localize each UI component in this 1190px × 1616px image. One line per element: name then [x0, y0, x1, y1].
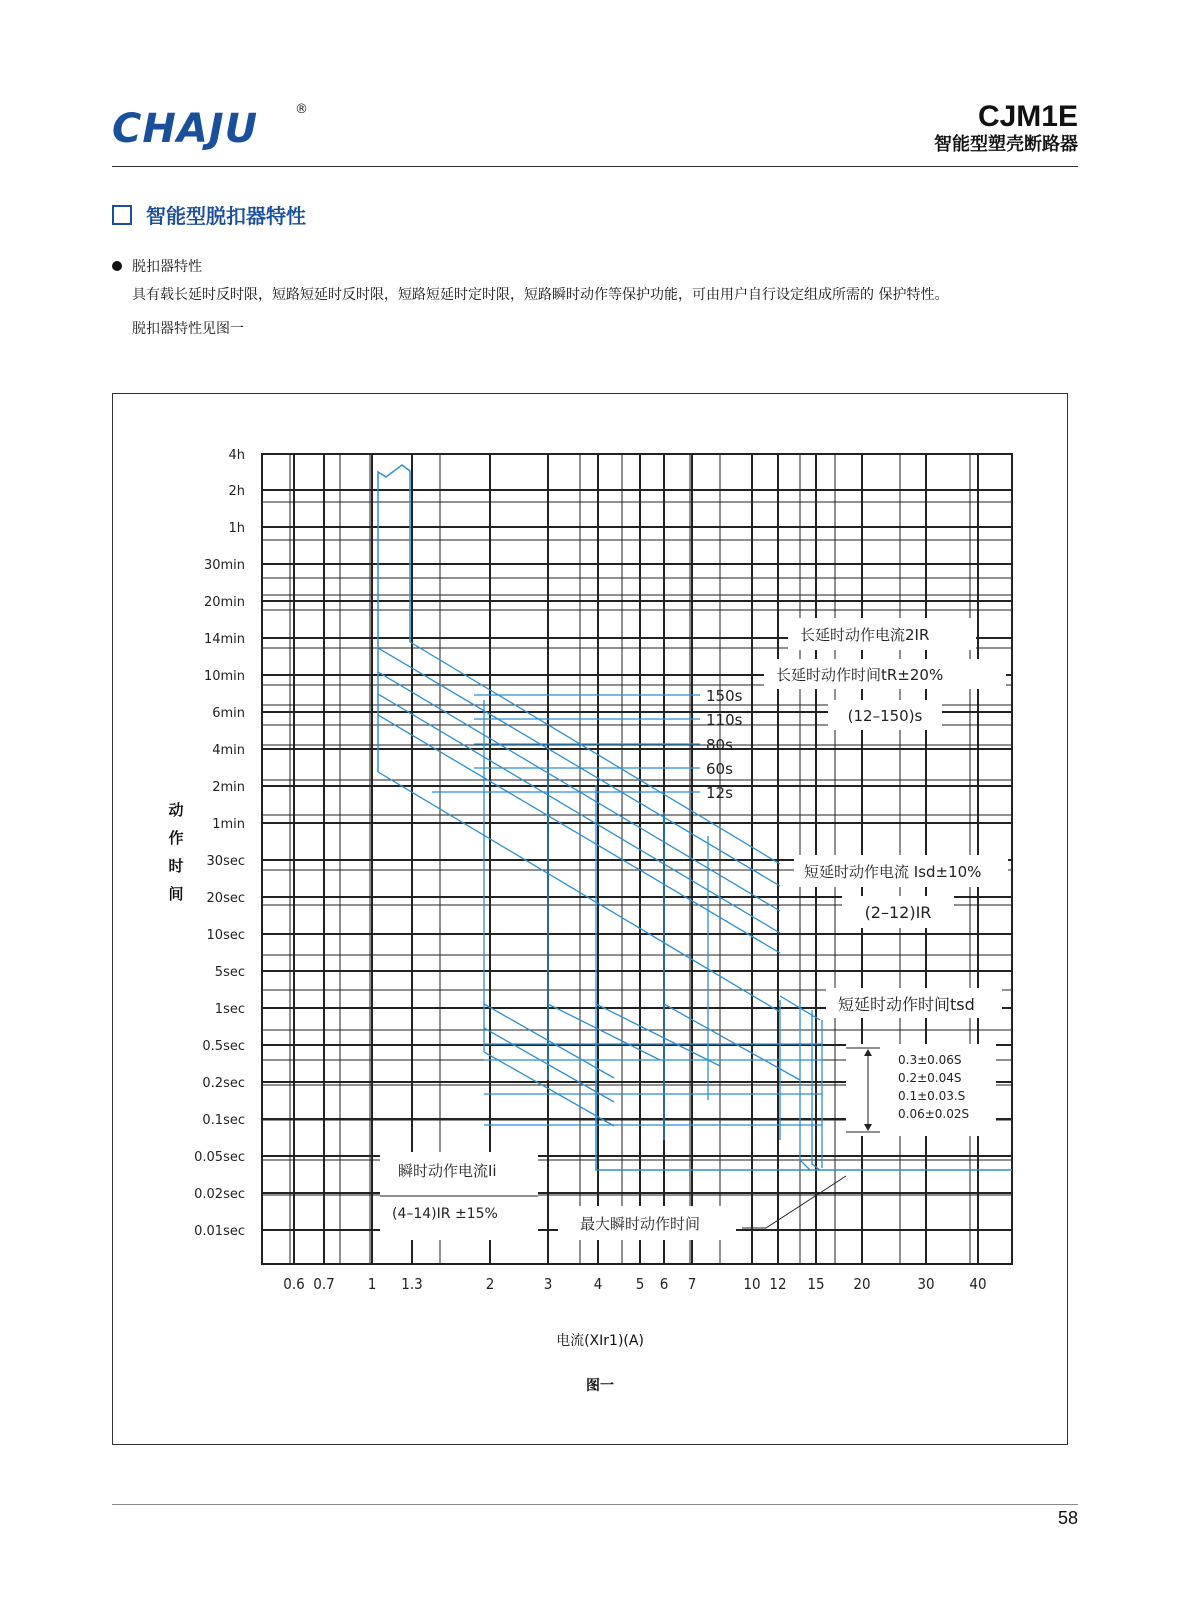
x-tick-1.3: 1.3 [401, 1275, 423, 1293]
y-tick-0.2sec: 0.2sec [202, 1076, 245, 1091]
y-axis-label-char-0: 动 [168, 801, 184, 819]
long-delay-label-12s: 12s [706, 784, 733, 802]
page-number: 58 [1057, 1508, 1078, 1528]
curve-short-delay-slope-4 [596, 1004, 720, 1066]
y-tick-14min: 14min [203, 632, 245, 647]
x-tick-1: 1 [367, 1275, 377, 1293]
x-tick-12: 12 [769, 1275, 787, 1293]
x-tick-2: 2 [485, 1275, 495, 1293]
model-code: CJM1E [977, 100, 1078, 133]
long-delay-label-110s: 110s [706, 711, 743, 729]
y-tick-10sec: 10sec [206, 928, 245, 943]
y-tick-30sec: 30sec [206, 854, 245, 869]
label-max-instant-time: 最大瞬时动作时间 [580, 1215, 701, 1233]
label-long-delay-current: 长延时动作电流2IR [800, 626, 930, 644]
y-axis-label-char-1: 作 [168, 829, 184, 847]
label-short-delay-value-3: 0.06±0.02S [898, 1107, 970, 1121]
label-short-delay-value-2: 0.1±0.03.S [898, 1089, 966, 1103]
y-tick-4min: 4min [212, 743, 245, 758]
y-tick-0.02sec: 0.02sec [194, 1187, 245, 1202]
label-short-delay-range: (2–12)IR [864, 903, 932, 922]
curve-short-delay-slope-3 [548, 1004, 660, 1060]
y-tick-1min: 1min [212, 817, 245, 832]
y-tick-0.5sec: 0.5sec [202, 1039, 245, 1054]
figure-caption: 图一 [586, 1378, 614, 1394]
y-tick-30min: 30min [203, 558, 245, 573]
y-axis-label-char-2: 时 [168, 857, 184, 875]
long-delay-label-60s: 60s [706, 760, 733, 778]
x-tick-30: 30 [917, 1275, 935, 1293]
long-delay-label-80s: 80s [706, 736, 733, 754]
x-axis-label: 电流(XIr1)(A) [556, 1333, 644, 1349]
y-tick-1sec: 1sec [214, 1002, 245, 1017]
y-tick-5sec: 5sec [214, 965, 245, 980]
x-tick-0.6: 0.6 [283, 1275, 305, 1293]
curve-long-delay-envelope [378, 465, 410, 772]
bullet-heading-text: 脱扣器特性 [132, 259, 202, 275]
label-instant-current: 瞬时动作电流Ii [398, 1162, 497, 1180]
x-tick-40: 40 [969, 1275, 987, 1293]
label-instant-range: (4–14)IR ±15% [392, 1206, 498, 1222]
y-tick-0.05sec: 0.05sec [194, 1150, 245, 1165]
y-tick-6min: 6min [212, 706, 245, 721]
description-figure-ref: 脱扣器特性见图一 [132, 321, 244, 337]
label-short-delay-time: 短延时动作时间tsd [838, 995, 975, 1014]
y-tick-10min: 10min [203, 669, 245, 684]
y-tick-20sec: 20sec [206, 891, 245, 906]
logo-text: CHAJU [112, 106, 259, 152]
x-tick-15: 15 [807, 1275, 825, 1293]
x-tick-0.7: 0.7 [313, 1275, 335, 1293]
y-tick-2min: 2min [212, 780, 245, 795]
label-short-delay-value-1: 0.2±0.04S [898, 1071, 962, 1085]
long-delay-label-150s: 150s [706, 687, 743, 705]
section-title-text: 智能型脱扣器特性 [146, 204, 306, 228]
x-tick-3: 3 [543, 1275, 553, 1293]
max-instant-leader [742, 1176, 846, 1228]
label-short-delay-value-0: 0.3±0.06S [898, 1053, 962, 1067]
label-long-delay-range: (12–150)s [847, 707, 923, 725]
description: 具有载长延时反时限，短路短延时反时限，短路短延时定时限，短路瞬时动作等保护功能，可由用户自行设定组成所需的 保护特性。 [132, 287, 949, 303]
y-axis-label-char-3: 间 [168, 885, 184, 903]
y-tick-4h: 4h [228, 448, 245, 463]
y-tick-0.1sec: 0.1sec [202, 1113, 245, 1128]
x-tick-5: 5 [635, 1275, 645, 1293]
registered-mark: ® [295, 102, 308, 117]
model-name: 智能型塑壳断路器 [934, 134, 1078, 155]
y-tick-1h: 1h [228, 521, 245, 536]
x-tick-6: 6 [659, 1275, 669, 1293]
label-long-delay-time: 长延时动作时间tR±20% [776, 666, 944, 684]
x-tick-10: 10 [743, 1275, 761, 1293]
x-tick-4: 4 [593, 1275, 603, 1293]
y-tick-2h: 2h [228, 484, 245, 499]
label-short-delay-current: 短延时动作电流 Isd±10% [804, 863, 982, 881]
footer-rule [112, 1504, 1078, 1505]
y-tick-20min: 20min [203, 595, 245, 610]
x-tick-7: 7 [687, 1275, 697, 1293]
y-tick-0.01sec: 0.01sec [194, 1224, 245, 1239]
x-tick-20: 20 [853, 1275, 871, 1293]
curve-instant-step-1 [800, 1004, 810, 1170]
